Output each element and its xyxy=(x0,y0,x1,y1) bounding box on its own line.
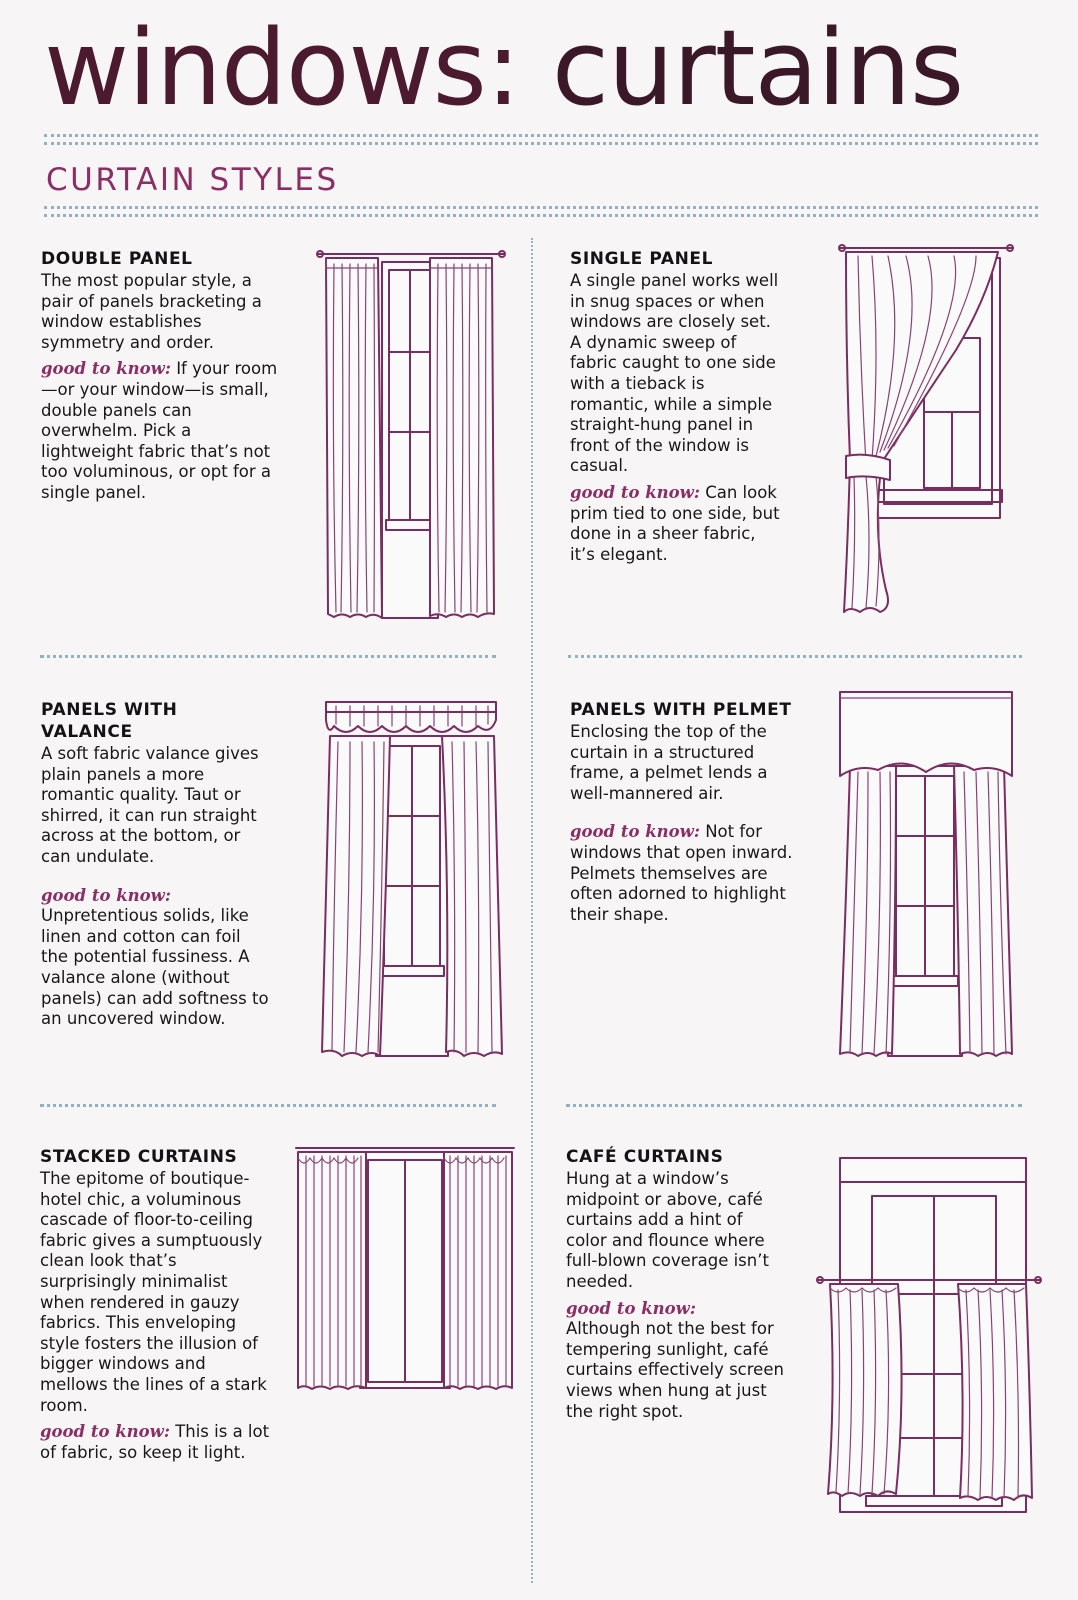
stacked-curtains-illustration xyxy=(294,1142,516,1394)
column-divider xyxy=(531,238,533,1583)
style-description: Enclosing the top of the curtain in a structured frame, a pelmet lends a well-mannered air. xyxy=(570,722,768,803)
good-to-know-tip xyxy=(570,822,795,925)
style-cafe-curtains xyxy=(566,1146,786,1422)
good-to-know-label: good to know: xyxy=(570,482,700,502)
tip-text: This is a lot of fabric, so keep it light. xyxy=(40,1422,270,1462)
style-heading: STACKED CURTAINS xyxy=(40,1147,238,1167)
good-to-know-label: good to know: xyxy=(566,1298,696,1318)
style-description: Hung at a window’s midpoint or above, café curtains add a hint of color and flounce where full-blown coverage isn’t needed. xyxy=(566,1169,769,1291)
divider-top xyxy=(44,134,1038,137)
row-divider-left-1 xyxy=(40,655,496,658)
single-panel-illustration xyxy=(836,240,1016,620)
divider-section-2 xyxy=(44,214,1038,217)
style-panels-with-pelmet xyxy=(570,699,795,925)
style-heading: PANELS WITH PELMET xyxy=(570,700,792,720)
style-description: A single panel works well in snug spaces or when windows are closely set. A dynamic sweep of fabric caught to one side with a tieback is romantic, while a simple straight-hung panel in front of the window is casual. xyxy=(570,271,779,476)
style-heading: CAFÉ CURTAINS xyxy=(566,1147,724,1167)
style-description: The most popular style, a pair of panels bracketing a window establishes symmetry and order. xyxy=(41,271,262,352)
page-title-part2: curtains xyxy=(551,7,964,129)
good-to-know-label: good to know: xyxy=(41,359,171,379)
row-divider-right-1 xyxy=(568,655,1022,658)
style-heading: SINGLE PANEL xyxy=(570,249,714,269)
good-to-know-tip xyxy=(570,483,785,565)
divider-top-2 xyxy=(44,142,1038,145)
good-to-know-tip xyxy=(40,1422,270,1463)
style-description: A soft fabric valance gives plain panels a more romantic quality. Taut or shirred, it can run straight across at the bottom, or can undulate. xyxy=(41,744,259,866)
good-to-know-tip xyxy=(41,886,271,1030)
style-single-panel xyxy=(570,248,785,565)
row-divider-left-2 xyxy=(40,1104,496,1107)
style-stacked-curtains xyxy=(40,1146,270,1463)
cafe-curtains-illustration xyxy=(816,1154,1042,1518)
row-divider-right-2 xyxy=(566,1104,1022,1107)
style-double-panel xyxy=(41,248,286,504)
good-to-know-label: good to know: xyxy=(41,885,171,905)
good-to-know-tip xyxy=(566,1299,786,1423)
style-heading: PANELS WITH VALANCE xyxy=(41,700,178,742)
tip-text: Although not the best for tempering sunlight, café curtains effectively screen views when hung at just the right spot. xyxy=(566,1319,784,1421)
page-title xyxy=(44,6,963,130)
page-title-part1: windows: xyxy=(44,7,520,129)
panels-with-valance-illustration xyxy=(316,696,506,1066)
panels-with-pelmet-illustration xyxy=(834,686,1018,1064)
good-to-know-label: good to know: xyxy=(570,822,700,842)
good-to-know-label: good to know: xyxy=(40,1422,170,1442)
tip-text: If your room—or your window—is small, double panels can overwhelm. Pick a lightweight fabric that’s not too voluminous, or opt for a single panel. xyxy=(41,359,278,502)
tip-text: Unpretentious solids, like linen and cotton can foil the potential fussiness. A valance alone (without panels) can add softness to an uncovered window. xyxy=(41,906,269,1029)
double-panel-illustration xyxy=(316,244,506,620)
tip-text: Can look prim tied to one side, but done in a sheer fabric, it’s elegant. xyxy=(570,482,780,564)
style-description: The epitome of boutique-hotel chic, a voluminous cascade of floor-to-ceiling fabric gives a sumptuously clean look that’s surprisingly minimalist when rendered in gauzy fabrics. This enveloping style fosters the illusion of bigger windows and mellows the lines of a stark room. xyxy=(40,1169,267,1415)
tip-text: Not for windows that open inward. Pelmets themselves are often adorned to highlight their shape. xyxy=(570,822,793,924)
style-panels-with-valance xyxy=(41,699,271,1030)
divider-section xyxy=(44,206,1038,209)
style-heading: DOUBLE PANEL xyxy=(41,249,193,269)
section-title: CURTAIN STYLES xyxy=(46,162,339,198)
good-to-know-tip xyxy=(41,359,286,503)
